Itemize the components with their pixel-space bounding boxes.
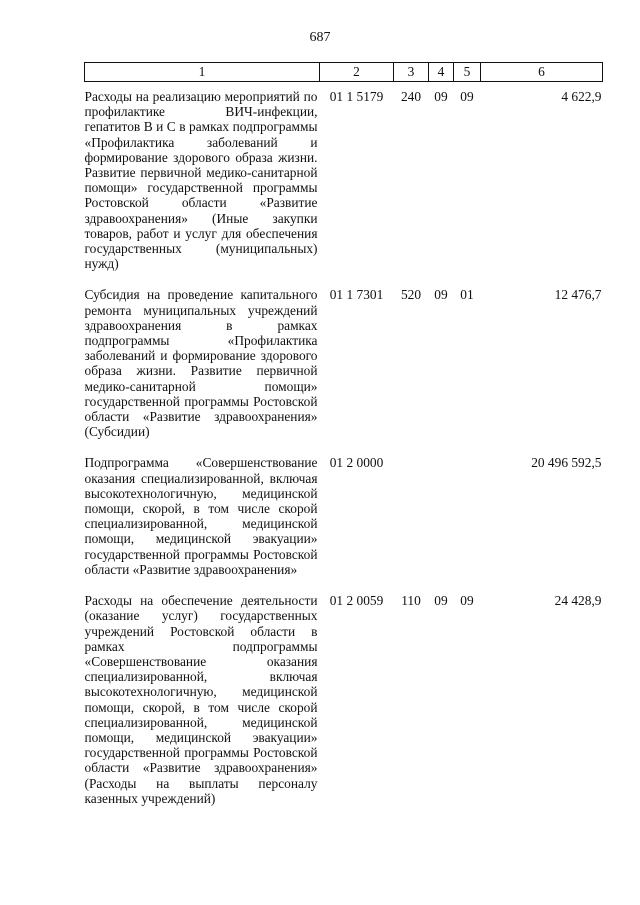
row-amount: 4 622,9 bbox=[561, 89, 602, 104]
row-code: 01 2 0000 bbox=[329, 455, 384, 471]
row-description: Расходы на обеспечение деятельности (оказание услуг) государственных учреждений Ростовской области в рамках подпрограммы «Совершенствование оказания специализированной, включая высокотехнологичную, медицинской помощи, скорой, в том числе скорой специализированной, медицинской помощи, медицинской эвакуации» государственной программы Ростовской области «Развитие здравоохранения» (Расходы на выплаты персоналу казенных учреждений) bbox=[84, 593, 318, 806]
table-row bbox=[85, 448, 603, 586]
row-rz: 09 bbox=[434, 89, 448, 104]
budget-table bbox=[84, 62, 603, 815]
row-pr: 09 bbox=[460, 593, 474, 609]
row-rz: 09 bbox=[434, 593, 448, 609]
row-rz bbox=[429, 448, 454, 586]
row-pr: 09 bbox=[460, 89, 474, 104]
row-code: 01 2 0059 bbox=[329, 593, 384, 609]
row-code: 01 1 5179 bbox=[329, 89, 384, 104]
row-description: Подпрограмма «Совершенствование оказания специализированной, включая высокотехнологичную, медицинской помощи, скорой, в том числе скорой специализированной, медицинской помощи, медицинской эвакуации» государственной программы Ростовской области «Развитие здравоохранения» bbox=[84, 455, 318, 577]
column-header-5: 5 bbox=[454, 63, 481, 82]
row-vr: 520 bbox=[400, 287, 422, 303]
column-header-4: 4 bbox=[429, 63, 454, 82]
row-amount: 20 496 592,5 bbox=[531, 455, 602, 471]
column-header-1: 1 bbox=[85, 63, 320, 82]
row-description: Расходы на реализацию мероприятий по профилактике ВИЧ-инфекции, гепатитов В и С в рамках подпрограммы «Профилактика заболеваний и формирование здорового образа жизни. Развитие первичной медико-санитарной помощи» государственной программы Ростовской области «Развитие здравоохранения» (Иные закупки товаров, работ и услуг для обеспечения государственных (муниципальных) нужд) bbox=[84, 89, 318, 272]
row-vr bbox=[394, 448, 429, 586]
column-header-2: 2 bbox=[320, 63, 394, 82]
header-row bbox=[85, 63, 603, 82]
table-row bbox=[85, 586, 603, 815]
row-amount: 12 476,7 bbox=[554, 287, 602, 303]
row-code: 01 1 7301 bbox=[329, 287, 384, 303]
table-row bbox=[85, 82, 603, 281]
row-rz: 09 bbox=[434, 287, 448, 303]
row-pr: 01 bbox=[460, 287, 474, 303]
row-vr: 110 bbox=[401, 593, 421, 609]
row-amount: 24 428,9 bbox=[554, 593, 602, 609]
page-number: 687 bbox=[309, 30, 331, 45]
row-vr: 240 bbox=[400, 89, 422, 104]
column-header-6: 6 bbox=[481, 63, 603, 82]
table-row bbox=[85, 280, 603, 448]
row-description: Субсидия на проведение капитального ремонта муниципальных учреждений здравоохранения в рамках подпрограммы «Профилактика заболеваний и формирование здорового образа жизни. Развитие первичной медико-санитарной помощи» государственной программы Ростовской области «Развитие здравоохранения» (Субсидии) bbox=[84, 287, 318, 440]
column-header-3: 3 bbox=[394, 63, 429, 82]
row-pr bbox=[454, 448, 481, 586]
